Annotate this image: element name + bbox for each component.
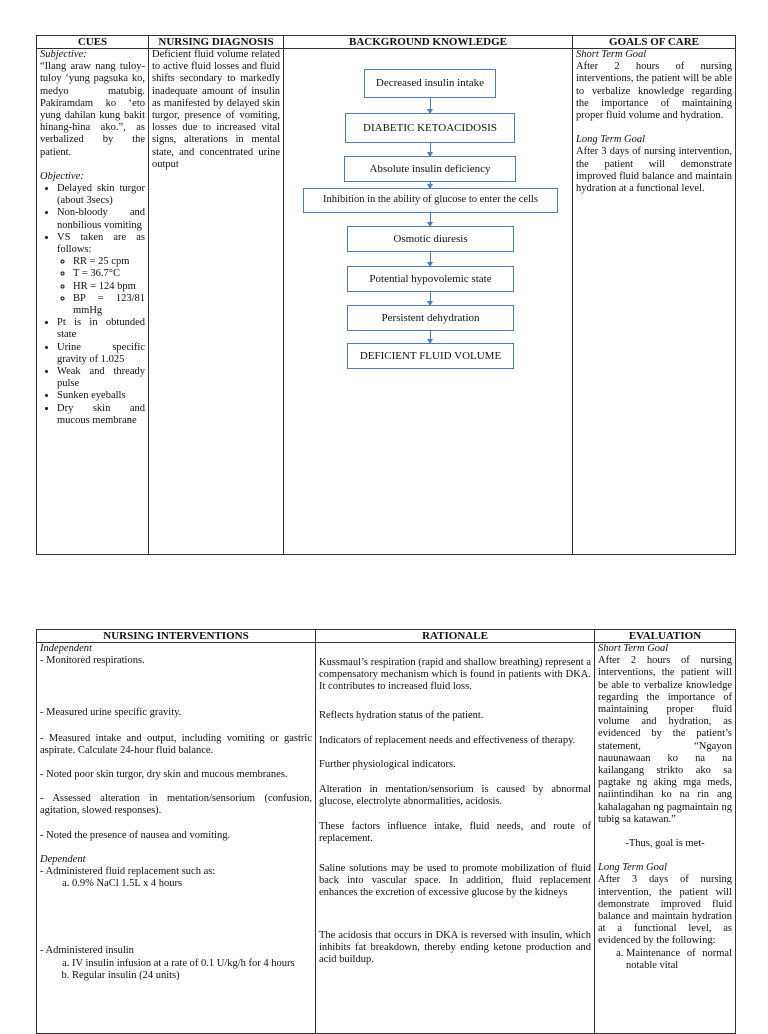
rationale-item: Kussmaul’s respiration (rapid and shallow breathing) represent a compensatory mechanism which is found in patients with DKA. It contributes to increased fluid loss. <box>319 657 591 693</box>
intervention-item: - Noted the presence of nausea and vomiting. <box>40 829 231 841</box>
evaluation-short-term-label: Short Term Goal <box>598 643 669 654</box>
objective-item: • Urine specific gravity of 1.025 <box>57 342 145 366</box>
rationale-item: Further physiological indicators. <box>319 759 456 771</box>
intervention-item: - Noted poor skin turgor, dry skin and mucous membranes. <box>40 769 288 781</box>
insulin-list <box>40 958 312 982</box>
objective-label: Objective: <box>40 170 84 182</box>
cues-cell <box>37 49 149 555</box>
evaluation-long-term-text: After 3 days of nursing intervention, the patient will demonstrate improved fluid balance and maintain hydration at a functional level, as evidenced by the following: <box>598 874 732 947</box>
flow-arrow <box>430 143 431 156</box>
header-cues: CUES <box>37 36 149 49</box>
goals-cell <box>573 49 736 555</box>
care-plan-body-row <box>37 49 736 555</box>
independent-label: Independent <box>40 643 92 654</box>
subjective-text: “Ilang araw nang tuloy-tuloy ‘yung pagsuka ko, medyo matubig. Pakiramdam ko ‘eto yung dahilan kung bakit hinang-hina ako.”, as verbalized by the patient. <box>40 61 145 158</box>
flow-arrow <box>430 331 431 343</box>
header-evaluation: EVALUATION <box>595 630 736 643</box>
flow-box-osmotic-diuresis: Osmotic diuresis <box>347 226 514 252</box>
objective-item: • Dry skin and mucous membrane <box>57 403 145 427</box>
fluid-replacement-list <box>40 878 312 890</box>
long-term-goal-text: After 3 days of nursing intervention, the patient will demonstrate improved fluid balance and maintain hydration at a functional level. <box>576 146 732 195</box>
evaluation-long-term-label: Long Term Goal <box>598 862 668 874</box>
fluid-item: a. 0.9% NaCl 1.5L x 4 hours <box>72 878 312 890</box>
evaluation-long-term-item: a. Maintenance of normal notable vital <box>626 948 732 972</box>
intervention-item: - Monitored respirations. <box>40 655 145 667</box>
header-goals-of-care: GOALS OF CARE <box>573 36 736 49</box>
pathophysiology-flowchart <box>284 49 572 554</box>
short-term-goal-label: Short Term Goal <box>576 49 647 60</box>
subjective-label: Subjective: <box>40 49 87 60</box>
flow-box-persistent-dehydration: Persistent dehydration <box>347 305 514 331</box>
intervention-item: - Administered fluid replacement such as: <box>40 866 216 878</box>
interventions-body-row <box>37 643 736 1034</box>
flow-box-hypovolemic-state: Potential hypovolemic state <box>347 266 514 292</box>
evaluation-cell <box>595 643 736 1034</box>
insulin-item: b. Regular insulin (24 units) <box>72 970 312 982</box>
vital-item: ◦ T = 36.7°C <box>73 268 145 280</box>
header-background-knowledge: BACKGROUND KNOWLEDGE <box>284 36 573 49</box>
vital-item: ◦ HR = 124 bpm <box>73 281 145 293</box>
objective-item <box>57 232 145 317</box>
header-nursing-diagnosis: NURSING DIAGNOSIS <box>149 36 284 49</box>
intervention-item: - Administered insulin <box>40 945 134 957</box>
rationale-item: The acidosis that occurs in DKA is reversed with insulin, which inhibits fat breakdown, thereby ending ketone production and acid buildup. <box>319 929 591 966</box>
header-nursing-interventions: NURSING INTERVENTIONS <box>37 630 316 643</box>
objective-item: • Non-bloody and nonbilious vomiting <box>57 207 145 231</box>
flow-box-insulin-deficiency: Absolute insulin deficiency <box>344 156 516 182</box>
intervention-item: - Assessed alteration in mentation/sensorium (confusion, agitation, slowed responses). <box>40 793 312 817</box>
diagnosis-text: Deficient fluid volume related to active fluid losses and fluid shifts secondary to markedly inadequate amount of insulin as manifested by delayed skin turgor, presence of vomiting, losses due to increased vital signs, alterations in mental state, and concentrated urine output <box>152 49 280 170</box>
flow-box-glucose-inhibition: Inhibition in the ability of glucose to enter the cells <box>303 188 558 213</box>
flow-box-decreased-insulin: Decreased insulin intake <box>364 69 496 98</box>
rationale-item: Alteration in mentation/sensorium is caused by abnormal glucose, electrolyte abnormalities, acidosis. <box>319 784 591 808</box>
header-rationale: RATIONALE <box>316 630 595 643</box>
vitals-intro: VS taken are as follows: <box>57 231 145 256</box>
flow-arrow <box>430 98 431 113</box>
diagnosis-cell <box>149 49 284 555</box>
vital-item: ◦ BP = 123/81 mmHg <box>73 293 145 317</box>
objective-item: • Pt is in obtunded state <box>57 317 145 341</box>
rationale-item: Saline solutions may be used to promote mobilization of fluid back into vascular space. In addition, fluid replacement enhances the excretion of excessive glucose by the kidneys <box>319 863 591 899</box>
vitals-list <box>57 256 145 317</box>
objective-item: • Sunken eyeballs <box>57 390 145 402</box>
flow-arrow <box>430 213 431 226</box>
evaluation-short-term-result: -Thus, goal is met- <box>625 838 705 850</box>
intervention-item: - Measured intake and output, including vomiting or gastric aspirate. Calculate 24-hour fluid balance. <box>40 732 312 756</box>
short-term-goal-text: After 2 hours of nursing interventions, the patient will be able to verbalize knowledge regarding the importance of maintaining proper fluid volume and hydration. <box>576 61 732 122</box>
objective-list <box>40 183 145 427</box>
interventions-cell <box>37 643 316 1034</box>
flow-arrow <box>430 292 431 305</box>
flow-box-deficient-fluid-volume: DEFICIENT FLUID VOLUME <box>347 343 514 369</box>
rationale-item: Reflects hydration status of the patient. <box>319 709 484 721</box>
flow-arrow <box>430 252 431 266</box>
dependent-label: Dependent <box>40 853 86 865</box>
objective-item: • Weak and thready pulse <box>57 366 145 390</box>
objective-item: • Delayed skin turgor (about 3secs) <box>57 183 145 207</box>
vital-item: ◦ RR = 25 cpm <box>73 256 145 268</box>
intervention-item: - Measured urine specific gravity. <box>40 707 182 719</box>
background-knowledge-cell <box>284 49 573 555</box>
care-plan-table <box>36 35 736 555</box>
insulin-item: a. IV insulin infusion at a rate of 0.1 U/kg/h for 4 hours <box>72 958 312 970</box>
flow-box-dka: DIABETIC KETOACIDOSIS <box>345 113 515 143</box>
care-plan-header-row <box>37 36 736 49</box>
interventions-header-row <box>37 630 736 643</box>
rationale-item: These factors influence intake, fluid needs, and route of replacement. <box>319 820 591 844</box>
rationale-item: Indicators of replacement needs and effectiveness of therapy. <box>319 734 576 746</box>
evaluation-long-term-list <box>598 948 732 972</box>
evaluation-short-term-text: After 2 hours of nursing interventions, the patient will be able to verbalize knowledge regarding the importance of maintaining proper fluid volume and hydration, as evidenced by the patient’s statement, “Ngayon nauunawaan ko na na kailangang strikto ako sa pagtake ng aking mga meds, naiintindihan ko na rin ang kahalagahan ng pagmaintain ng tubig sa katawan.” <box>598 655 732 825</box>
interventions-table <box>36 629 736 1034</box>
long-term-goal-label: Long Term Goal <box>576 134 646 146</box>
rationale-cell <box>316 643 595 1034</box>
